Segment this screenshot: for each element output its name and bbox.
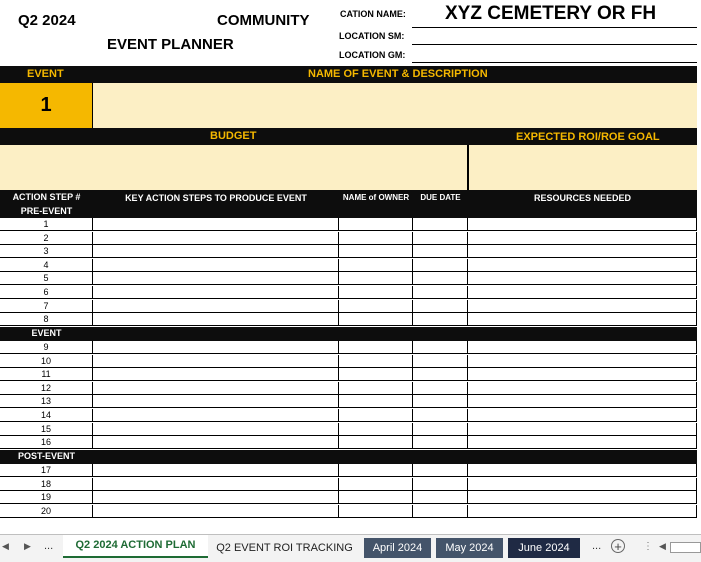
hscroll-left-icon[interactable]: ◀ xyxy=(659,541,666,551)
step-number: 9 xyxy=(0,341,93,353)
owner-cell[interactable] xyxy=(339,341,413,353)
table-row xyxy=(0,382,697,395)
due-date-cell[interactable] xyxy=(413,313,468,325)
table-row xyxy=(0,436,697,449)
due-date-cell[interactable] xyxy=(413,272,468,284)
due-date-cell[interactable] xyxy=(413,218,468,230)
table-row xyxy=(0,423,697,436)
step-description-cell[interactable] xyxy=(93,355,339,367)
table-row xyxy=(0,300,697,313)
budget-label: BUDGET xyxy=(210,130,257,142)
table-row xyxy=(0,313,697,326)
due-date-cell[interactable] xyxy=(413,423,468,435)
post-event-section-bar xyxy=(0,450,697,464)
tab-q2-action-plan[interactable]: Q2 2024 ACTION PLAN xyxy=(63,535,208,558)
col-owner: NAME of OWNER xyxy=(342,193,410,202)
col-key-steps: KEY ACTION STEPS TO PRODUCE EVENT xyxy=(125,193,307,203)
step-description-cell[interactable] xyxy=(93,341,339,353)
budget-cell[interactable] xyxy=(0,145,467,190)
owner-cell[interactable] xyxy=(339,382,413,394)
event-description-cell[interactable] xyxy=(93,83,697,128)
table-row xyxy=(0,395,697,408)
due-date-cell[interactable] xyxy=(413,300,468,312)
step-description-cell[interactable] xyxy=(93,218,339,230)
due-date-cell[interactable] xyxy=(413,491,468,503)
owner-cell[interactable] xyxy=(339,368,413,380)
resources-cell[interactable] xyxy=(468,395,697,407)
scroll-right-icon[interactable]: ▶ xyxy=(24,541,31,551)
step-description-cell[interactable] xyxy=(93,505,339,517)
step-description-cell[interactable] xyxy=(93,478,339,490)
step-number: 15 xyxy=(0,423,93,435)
resources-cell[interactable] xyxy=(468,491,697,503)
event-header-bar xyxy=(0,66,697,83)
owner-cell[interactable] xyxy=(339,232,413,244)
location-gm-underline[interactable] xyxy=(412,62,697,63)
scroll-left-icon[interactable]: ◀ xyxy=(2,541,9,551)
owner-cell[interactable] xyxy=(339,313,413,325)
title-line1: COMMUNITY xyxy=(217,12,310,29)
due-date-cell[interactable] xyxy=(413,382,468,394)
due-date-cell[interactable] xyxy=(413,409,468,421)
tab-june-2024[interactable]: June 2024 xyxy=(508,538,580,558)
col-action-step: ACTION STEP # xyxy=(12,192,81,202)
col-due-date: DUE DATE xyxy=(420,193,461,202)
step-number: 6 xyxy=(0,286,93,298)
tab-more-right[interactable]: ... xyxy=(592,540,602,552)
resources-cell[interactable] xyxy=(468,341,697,353)
resources-cell[interactable] xyxy=(468,382,697,394)
step-description-cell[interactable] xyxy=(93,259,339,271)
quarter-label: Q2 2024 xyxy=(18,12,76,29)
table-row xyxy=(0,272,697,285)
location-name-underline xyxy=(412,27,697,28)
owner-cell[interactable] xyxy=(339,423,413,435)
step-description-cell[interactable] xyxy=(93,286,339,298)
owner-cell[interactable] xyxy=(339,395,413,407)
step-description-cell[interactable] xyxy=(93,395,339,407)
resources-cell[interactable] xyxy=(468,478,697,490)
owner-cell[interactable] xyxy=(339,245,413,257)
owner-cell[interactable] xyxy=(339,505,413,517)
table-row xyxy=(0,368,697,381)
budget-header-bar xyxy=(0,128,697,145)
step-number: 1 xyxy=(0,218,93,230)
title-line2: EVENT PLANNER xyxy=(107,36,234,53)
resources-cell[interactable] xyxy=(468,436,697,448)
location-name-value[interactable]: XYZ CEMETERY OR FH xyxy=(445,3,657,24)
step-number: 4 xyxy=(0,259,93,271)
horizontal-scrollbar[interactable] xyxy=(670,542,701,553)
due-date-cell[interactable] xyxy=(413,505,468,517)
event-number-cell[interactable] xyxy=(0,83,93,128)
resources-cell[interactable] xyxy=(468,409,697,421)
table-row xyxy=(0,286,697,299)
step-number: 17 xyxy=(0,464,93,476)
step-number: 2 xyxy=(0,232,93,244)
owner-cell[interactable] xyxy=(339,272,413,284)
resources-cell[interactable] xyxy=(468,245,697,257)
section-pre-event: PRE-EVENT xyxy=(20,206,73,216)
step-number: 20 xyxy=(0,505,93,517)
due-date-cell[interactable] xyxy=(413,355,468,367)
resources-cell[interactable] xyxy=(468,368,697,380)
step-number: 12 xyxy=(0,382,93,394)
step-number: 8 xyxy=(0,313,93,325)
step-number: 16 xyxy=(0,436,93,448)
table-row xyxy=(0,259,697,272)
resources-cell[interactable] xyxy=(468,272,697,284)
step-description-cell[interactable] xyxy=(93,368,339,380)
roi-cell[interactable] xyxy=(469,145,697,190)
location-sm-underline[interactable] xyxy=(412,44,697,45)
table-row xyxy=(0,505,697,518)
table-row xyxy=(0,491,697,504)
section-event: EVENT xyxy=(31,328,62,338)
location-gm-label: LOCATION GM: xyxy=(339,50,406,60)
step-number: 13 xyxy=(0,395,93,407)
due-date-cell[interactable] xyxy=(413,341,468,353)
due-date-cell[interactable] xyxy=(413,259,468,271)
resources-cell[interactable] xyxy=(468,218,697,230)
step-description-cell[interactable] xyxy=(93,245,339,257)
resources-cell[interactable] xyxy=(468,505,697,517)
step-description-cell[interactable] xyxy=(93,409,339,421)
roi-label: EXPECTED ROI/ROE GOAL xyxy=(516,131,660,143)
table-row xyxy=(0,355,697,368)
table-row xyxy=(0,409,697,422)
step-number: 14 xyxy=(0,409,93,421)
column-header-bar xyxy=(0,190,697,218)
tab-may-2024[interactable]: May 2024 xyxy=(436,538,503,558)
owner-cell[interactable] xyxy=(339,491,413,503)
due-date-cell[interactable] xyxy=(413,464,468,476)
step-description-cell[interactable] xyxy=(93,382,339,394)
step-description-cell[interactable] xyxy=(93,272,339,284)
tab-more-left[interactable]: ... xyxy=(44,540,54,552)
owner-cell[interactable] xyxy=(339,464,413,476)
owner-cell[interactable] xyxy=(339,409,413,421)
owner-cell[interactable] xyxy=(339,286,413,298)
section-post-event: POST-EVENT xyxy=(17,451,75,461)
step-number: 3 xyxy=(0,245,93,257)
step-number: 19 xyxy=(0,491,93,503)
event-section-bar xyxy=(0,327,697,341)
add-sheet-icon[interactable]: + xyxy=(611,539,625,553)
event-number: 1 xyxy=(40,94,52,116)
tab-april-2024[interactable]: April 2024 xyxy=(364,538,431,558)
table-row xyxy=(0,245,697,258)
table-row xyxy=(0,218,697,231)
step-description-cell[interactable] xyxy=(93,232,339,244)
resources-cell[interactable] xyxy=(468,259,697,271)
owner-cell[interactable] xyxy=(339,300,413,312)
table-row xyxy=(0,341,697,354)
step-number: 5 xyxy=(0,272,93,284)
tab-separator: ⋮ xyxy=(643,541,653,552)
owner-cell[interactable] xyxy=(339,478,413,490)
resources-cell[interactable] xyxy=(468,300,697,312)
event-label: EVENT xyxy=(27,68,64,80)
resources-cell[interactable] xyxy=(468,423,697,435)
step-description-cell[interactable] xyxy=(93,423,339,435)
owner-cell[interactable] xyxy=(339,259,413,271)
owner-cell[interactable] xyxy=(339,355,413,367)
table-row xyxy=(0,464,697,477)
owner-cell[interactable] xyxy=(339,436,413,448)
step-description-cell[interactable] xyxy=(93,300,339,312)
step-number: 10 xyxy=(0,355,93,367)
due-date-cell[interactable] xyxy=(413,368,468,380)
sheet-tab-bar xyxy=(0,534,701,562)
table-row xyxy=(0,232,697,245)
step-number: 11 xyxy=(0,368,93,380)
table-row xyxy=(0,478,697,491)
step-description-cell[interactable] xyxy=(93,491,339,503)
due-date-cell[interactable] xyxy=(413,245,468,257)
resources-cell[interactable] xyxy=(468,313,697,325)
step-number: 7 xyxy=(0,300,93,312)
step-description-cell[interactable] xyxy=(93,464,339,476)
due-date-cell[interactable] xyxy=(413,286,468,298)
tab-q2-event-roi-tracking[interactable]: Q2 EVENT ROI TRACKING xyxy=(216,542,353,554)
resources-cell[interactable] xyxy=(468,464,697,476)
due-date-cell[interactable] xyxy=(413,436,468,448)
col-resources: RESOURCES NEEDED xyxy=(533,193,632,203)
step-description-cell[interactable] xyxy=(93,436,339,448)
location-sm-label: LOCATION SM: xyxy=(339,31,405,41)
location-name-label: CATION NAME: xyxy=(340,9,406,19)
due-date-cell[interactable] xyxy=(413,395,468,407)
due-date-cell[interactable] xyxy=(413,478,468,490)
step-number: 18 xyxy=(0,478,93,490)
resources-cell[interactable] xyxy=(468,355,697,367)
resources-cell[interactable] xyxy=(468,286,697,298)
resources-cell[interactable] xyxy=(468,232,697,244)
owner-cell[interactable] xyxy=(339,218,413,230)
step-description-cell[interactable] xyxy=(93,313,339,325)
event-name-label: NAME OF EVENT & DESCRIPTION xyxy=(308,68,488,80)
due-date-cell[interactable] xyxy=(413,232,468,244)
